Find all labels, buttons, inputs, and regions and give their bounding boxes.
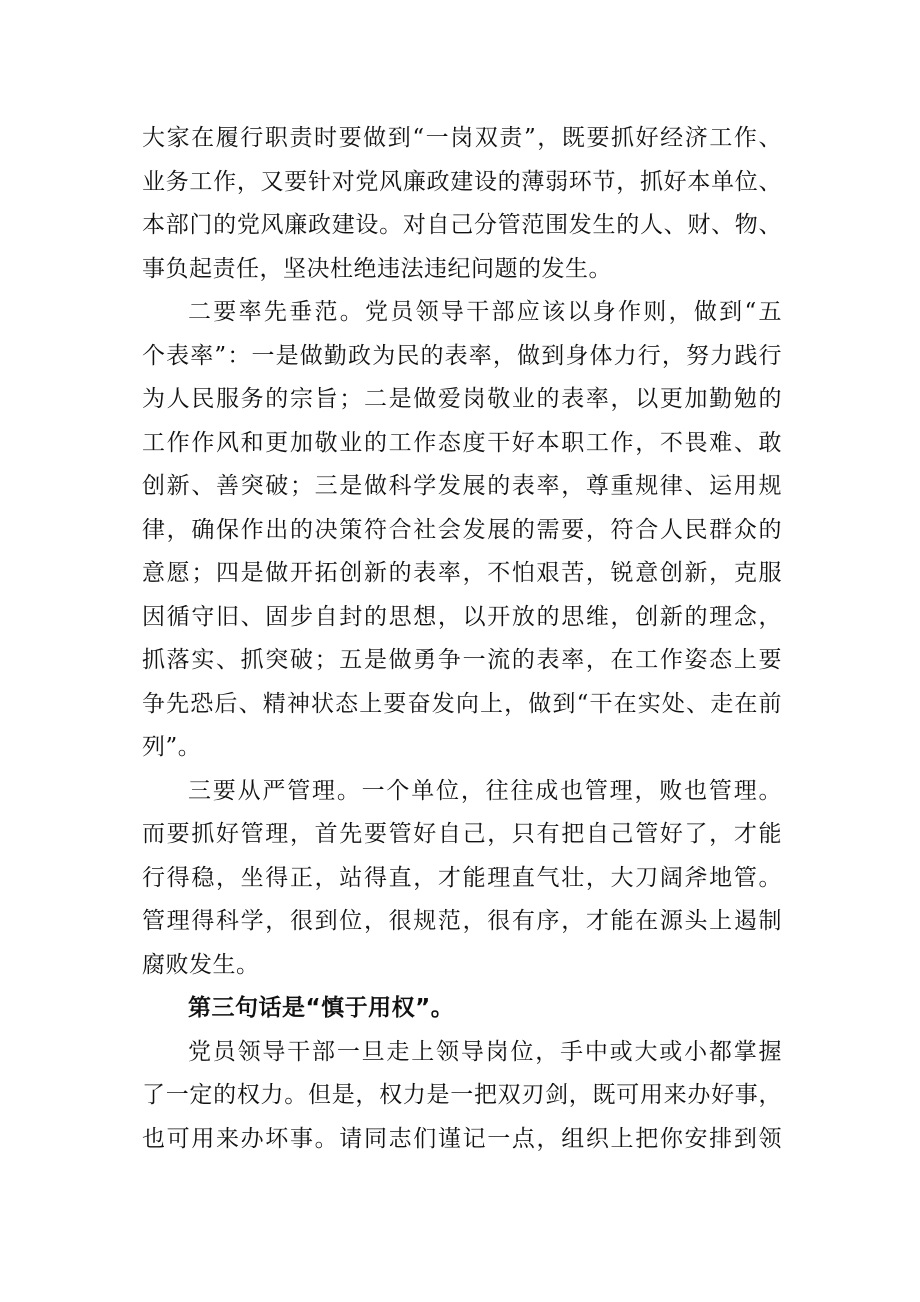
- paragraph: [142, 770, 782, 988]
- text-line: 列”。: [142, 734, 202, 760]
- text-line: 也可用来办坏事。请同志们谨记一点，组织上把你安排到领: [142, 1125, 782, 1152]
- text-line: 争先恐后、精神状态上要奋发向上，做到“干在实处、走在前: [142, 690, 782, 717]
- paragraph: [142, 117, 782, 291]
- text-line: 工作作风和更加敬业的工作态度干好本职工作，不畏难、敢: [142, 429, 782, 456]
- text-line: 因循守旧、固步自封的思想，以开放的思维，创新的理念，: [142, 603, 782, 630]
- text-line: 二要率先垂范。党员领导干部应该以身作则，做到“五: [188, 299, 782, 325]
- text-line: 管理得科学，很到位，很规范，很有序，才能在源头上遏制: [142, 908, 782, 934]
- paragraph: [142, 1031, 782, 1162]
- text-line: 创新、善突破；三是做科学发展的表率，尊重规律、运用规: [142, 473, 782, 499]
- text-line: 而要抓好管理，首先要管好自己，只有把自己管好了，才能: [142, 821, 782, 847]
- document-body: [142, 117, 782, 1161]
- text-line: 大家在履行职责时要做到“一岗双责”，既要抓好经济工作、: [142, 125, 782, 151]
- text-line: 三要从严管理。一个单位，往往成也管理，败也管理。: [188, 777, 782, 804]
- text-line: 为人民服务的宗旨；二是做爱岗敬业的表率，以更加勤勉的: [142, 386, 782, 412]
- section-heading: [142, 987, 782, 1031]
- text-line: 党员领导干部一旦走上领导岗位，手中或大或小都掌握: [188, 1038, 782, 1065]
- paragraph: [142, 291, 782, 770]
- heading-line: 第三句话是“慎于用权”。: [188, 995, 455, 1021]
- text-line: 事负起责任，坚决杜绝违法违纪问题的发生。: [142, 255, 612, 282]
- text-line: 业务工作，又要针对党风廉政建设的薄弱环节，抓好本单位、: [142, 168, 782, 195]
- text-line: 抓落实、抓突破；五是做勇争一流的表率，在工作姿态上要: [142, 647, 782, 673]
- text-line: 本部门的党风廉政建设。对自己分管范围发生的人、财、物、: [142, 212, 782, 238]
- text-line: 行得稳，坐得正，站得直，才能理直气壮，大刀阔斧地管。: [142, 864, 782, 891]
- text-line: 腐败发生。: [142, 951, 260, 978]
- text-line: 了一定的权力。但是，权力是一把双刃剑，既可用来办好事，: [142, 1082, 782, 1108]
- text-line: 个表率”：一是做勤政为民的表率，做到身体力行，努力践行: [142, 342, 782, 369]
- text-line: 意愿；四是做开拓创新的表率，不怕艰苦，锐意创新，克服: [142, 560, 782, 586]
- text-line: 律，确保作出的决策符合社会发展的需要，符合人民群众的: [142, 516, 782, 543]
